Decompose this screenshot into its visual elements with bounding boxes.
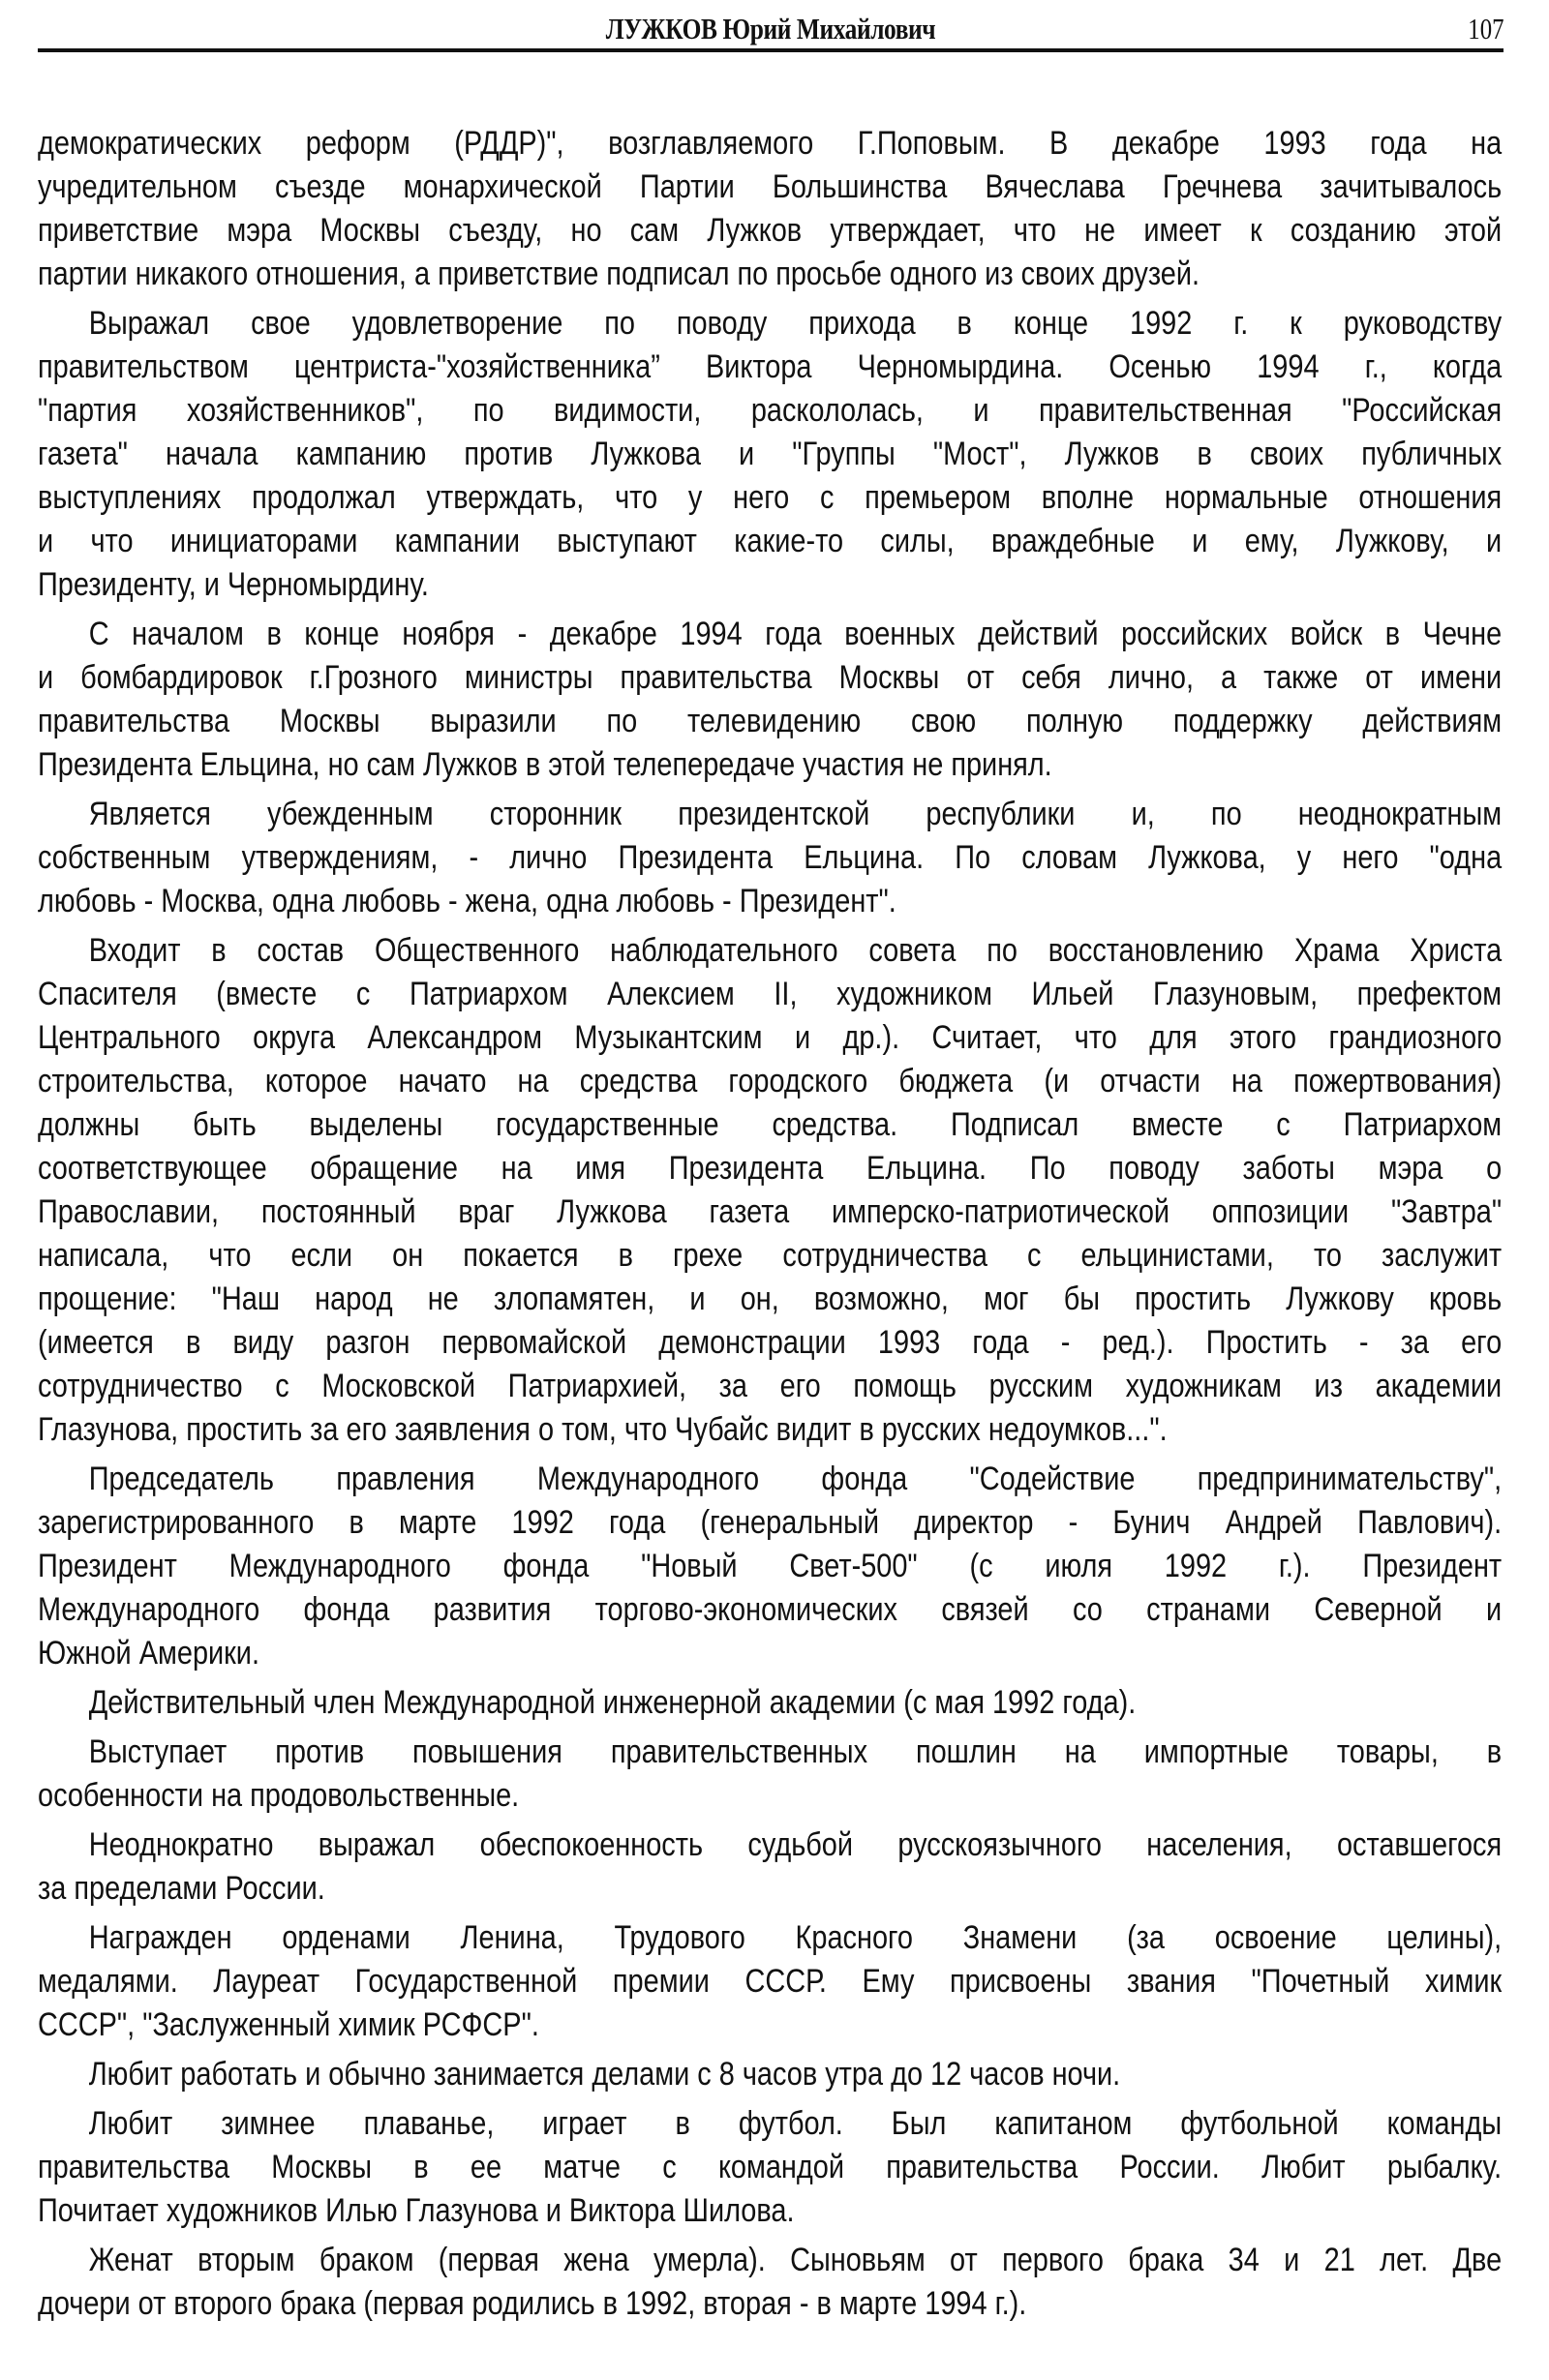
text-line: Почитает художников Илью Глазунова и Виктора Шилова. (38, 2192, 795, 2229)
body-text (38, 122, 1502, 2332)
text-line: Глазунова, простить за его заявления о том, что Чубайс видит в русских недоумков...". (38, 1411, 1168, 1448)
paragraph (38, 1458, 1502, 1675)
text-line: за пределами России. (38, 1870, 325, 1907)
page-number: 107 (1467, 12, 1503, 45)
text-line: медалями. Лауреат Государственной премии СССР. Ему присвоены звания "Почетный химик (38, 1963, 1503, 2000)
paragraph (38, 929, 1502, 1452)
text-line: зарегистрированного в марте 1992 года (генеральный директор - Бунич Андрей Павлович). (38, 1504, 1503, 1541)
text-line: Неоднократно выражал обеспокоенность судьбой русскоязычного населения, оставшегося (88, 1826, 1503, 1863)
text-line: Является убежденным сторонник президентской республики и, по неоднократным (88, 796, 1503, 832)
paragraph (38, 122, 1502, 296)
text-line: демократических реформ (РДДР)", возглавляемого Г.Поповым. В декабре 1993 года на (38, 125, 1503, 162)
paragraph (38, 613, 1502, 787)
text-line: сотрудничество с Московской Патриархией, за его помощь русским художникам из академии (38, 1368, 1503, 1404)
text-line: Женат вторым браком (первая жена умерла). Сыновьям от первого брака 34 и 21 лет. Две (88, 2242, 1503, 2278)
text-line: (имеется в виду разгон первомайской демонстрации 1993 года - ред.). Простить - за его (38, 1324, 1503, 1361)
text-line: соответствующее обращение на имя Президента Ельцина. По поводу заботы мэра о (38, 1150, 1503, 1187)
paragraph (38, 302, 1502, 607)
text-line: учредительном съезде монархической Партии Большинства Вячеслава Гречнева зачитывалось (38, 168, 1503, 205)
text-line: Действительный член Международной инженерной академии (с мая 1992 года). (88, 1684, 1137, 1721)
text-line: собственным утверждениям, - лично Президента Ельцина. По словам Лужкова, у него "одна (38, 839, 1503, 876)
paragraph (38, 2102, 1502, 2233)
text-line: и бомбардировок г.Грозного министры правительства Москвы от себя лично, а также от имени (38, 659, 1503, 696)
text-line: Награжден орденами Ленина, Трудового Красного Знамени (за освоение целины), (88, 1919, 1503, 1956)
header-title: ЛУЖКОВ Юрий Михайлович (605, 12, 936, 45)
text-line: прощение: "Наш народ не злопамятен, и он, возможно, мог бы простить Лужкову кровь (38, 1280, 1503, 1317)
text-line: Южной Америки. (38, 1635, 259, 1672)
text-line: Президента Ельцина, но сам Лужков в этой телепередаче участия не принял. (38, 746, 1052, 783)
text-line: СССР", "Заслуженный химик РСФСР". (38, 2006, 539, 2043)
paragraph (38, 1916, 1502, 2047)
text-line: партии никакого отношения, а приветствие подписал по просьбе одного из своих друзей. (38, 256, 1200, 292)
text-line: Международного фонда развития торгово-экономических связей со странами Северной и (38, 1591, 1503, 1628)
text-line: Выражал свое удовлетворение по поводу прихода в конце 1992 г. к руководству (88, 305, 1503, 342)
text-line: любовь - Москва, одна любовь - жена, одна любовь - Президент". (38, 883, 896, 919)
text-line: правительства Москвы выразили по телевидению свою полную поддержку действиям (38, 703, 1503, 739)
text-line: написала, что если он покается в грехе сотрудничества с ельцинистами, то заслужит (38, 1237, 1503, 1274)
header-rule (38, 48, 1503, 52)
text-line: Входит в состав Общественного наблюдательного совета по восстановлению Храма Христа (88, 932, 1503, 969)
paragraph (38, 1823, 1502, 1911)
text-line: Центрального округа Александром Музыкантским и др.). Считает, что для этого грандиозного (38, 1019, 1503, 1056)
text-line: "партия хозяйственников", по видимости, раскололась, и правительственная "Российская (38, 392, 1503, 429)
text-line: особенности на продовольственные. (38, 1777, 520, 1814)
paragraph (38, 2239, 1502, 2326)
text-line: Православии, постоянный враг Лужкова газета имперско-патриотической оппозиции "Завтра" (38, 1193, 1503, 1230)
text-line: Любит работать и обычно занимается делами с 8 часов утра до 12 часов ночи. (88, 2056, 1121, 2093)
text-line: и что инициаторами кампании выступают какие-то силы, враждебные и ему, Лужкову, и (38, 523, 1503, 559)
text-line: правительством центриста-"хозяйственника” Виктора Черномырдина. Осенью 1994 г., когда (38, 348, 1503, 385)
paragraph (38, 1681, 1502, 1725)
text-line: приветствие мэра Москвы съезду, но сам Лужков утверждает, что не имеет к созданию этой (38, 212, 1503, 249)
paragraph (38, 1731, 1502, 1818)
running-header (38, 8, 1503, 50)
text-line: С началом в конце ноября - декабре 1994 года военных действий российских войск в Чечне (88, 616, 1503, 652)
text-line: Выступает против повышения правительственных пошлин на импортные товары, в (88, 1733, 1503, 1770)
text-line: выступлениях продолжал утверждать, что у него с премьером вполне нормальные отношения (38, 479, 1503, 516)
text-line: Президенту, и Черномырдину. (38, 566, 429, 603)
text-line: строительства, которое начато на средства городского бюджета (и отчасти на пожертвования) (38, 1063, 1503, 1100)
text-line: Председатель правления Международного фонда "Содействие предпринимательству", (88, 1461, 1503, 1497)
paragraph (38, 793, 1502, 923)
text-line: должны быть выделены государственные средства. Подписал вместе с Патриархом (38, 1106, 1503, 1143)
text-line: Президент Международного фонда "Новый Свет-500" (с июля 1992 г.). Президент (38, 1548, 1503, 1584)
paragraph (38, 2053, 1502, 2096)
text-line: Спасителя (вместе с Патриархом Алексием II, художником Ильей Глазуновым, префектом (38, 976, 1503, 1012)
text-line: газета" начала кампанию против Лужкова и "Группы "Мост", Лужков в своих публичных (38, 436, 1503, 472)
text-line: Любит зимнее плаванье, играет в футбол. Был капитаном футбольной команды (88, 2105, 1503, 2142)
text-line: правительства Москвы в ее матче с командой правительства России. Любит рыбалку. (38, 2149, 1503, 2185)
text-line: дочери от второго брака (первая родились в 1992, вторая - в марте 1994 г.). (38, 2285, 1027, 2322)
